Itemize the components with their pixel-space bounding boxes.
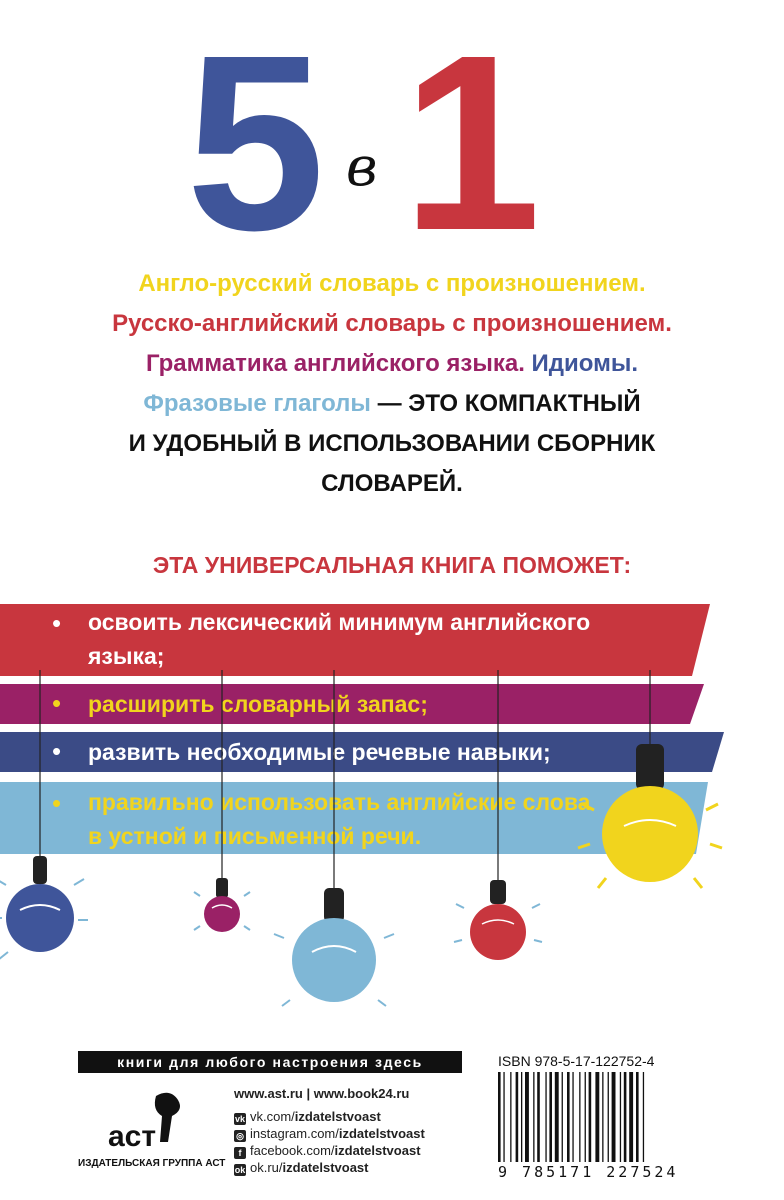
barcode-bar xyxy=(537,1072,540,1162)
barcode-bar xyxy=(533,1072,534,1162)
social-instagram[interactable] xyxy=(234,1126,425,1142)
light-bulb-icon xyxy=(454,670,542,960)
light-bulb-icon xyxy=(578,670,722,888)
social-prefix: facebook.com/ xyxy=(250,1143,335,1158)
benefit-text: расширить словарный запас; xyxy=(88,691,428,717)
intro-line-4 xyxy=(0,384,784,424)
barcode-digits: 9 785171 227524 xyxy=(498,1163,679,1181)
intro-line-1: Англо-русский словарь с произношением. xyxy=(138,270,646,297)
barcode-bar xyxy=(549,1072,552,1162)
barcode-bar xyxy=(620,1072,621,1162)
barcode-bar xyxy=(510,1072,511,1162)
ast-logo-icon xyxy=(104,1088,194,1150)
barcode-bar xyxy=(498,1072,501,1162)
social-handle: izdatelstvoast xyxy=(282,1160,369,1175)
benefit-text-cont: в устной и письменной речи. xyxy=(88,823,422,849)
title-number-1: 1 xyxy=(402,3,536,282)
social-handle: izdatelstvoast xyxy=(334,1143,421,1158)
social-prefix: vk.com/ xyxy=(250,1109,295,1124)
benefit-item-1 xyxy=(0,604,784,676)
barcode-bar xyxy=(643,1072,644,1162)
intro-phrasal-verbs: Фразовые глаголы xyxy=(143,390,371,417)
light-bulb-icon xyxy=(274,670,394,1006)
social-prefix: ok.ru/ xyxy=(250,1160,283,1175)
intro-line-2: Русско-английский словарь с произношением. xyxy=(112,310,672,337)
barcode-bar xyxy=(555,1072,559,1162)
social-facebook[interactable] xyxy=(234,1143,421,1159)
barcode-bar xyxy=(589,1072,592,1162)
barcode-bar xyxy=(602,1072,603,1162)
intro-line-6: СЛОВАРЕЙ. xyxy=(321,470,463,497)
social-ok[interactable] xyxy=(234,1160,369,1176)
barcode xyxy=(498,1072,648,1162)
benefit-text: освоить лексический минимум английского xyxy=(88,609,591,635)
title-number-5: 5 xyxy=(186,3,320,282)
barcode-bar xyxy=(624,1072,627,1162)
benefit-text: правильно использовать английские слова xyxy=(88,789,591,815)
intro-grammar: Грамматика английского языка. xyxy=(145,350,525,377)
facebook-icon: f xyxy=(234,1147,246,1159)
bullet: • xyxy=(52,788,62,818)
light-bulbs xyxy=(0,670,784,1010)
publisher-name: ИЗДАТЕЛЬСКАЯ ГРУППА АСТ xyxy=(78,1158,226,1169)
intro-line-5: И УДОБНЫЙ В ИСПОЛЬЗОВАНИИ СБОРНИК xyxy=(128,430,656,457)
barcode-bar xyxy=(579,1072,580,1162)
barcode-bar xyxy=(629,1072,633,1162)
intro-text xyxy=(0,264,784,504)
benefit-text-cont: языка; xyxy=(88,643,165,669)
barcode-bar xyxy=(503,1072,504,1162)
isbn: ISBN 978-5-17-122752-4 xyxy=(498,1053,655,1069)
barcode-bar xyxy=(562,1072,563,1162)
ok-icon: ok xyxy=(234,1165,246,1175)
barcode-bar xyxy=(636,1072,639,1162)
intro-idioms: Идиомы. xyxy=(531,350,639,377)
social-handle: izdatelstvoast xyxy=(294,1109,381,1124)
instagram-icon: ◎ xyxy=(234,1130,246,1142)
bullet: • xyxy=(52,736,62,766)
intro-line-3 xyxy=(0,344,784,384)
barcode-bar xyxy=(521,1072,522,1162)
social-vk[interactable] xyxy=(234,1109,381,1125)
vk-icon: vk xyxy=(234,1114,245,1124)
websites[interactable]: www.ast.ru | www.book24.ru xyxy=(234,1086,410,1101)
bullet: • xyxy=(52,608,62,638)
barcode-bar xyxy=(595,1072,599,1162)
slogan-bar: книги для любого настроения здесь xyxy=(78,1051,462,1073)
benefit-text: развить необходимые речевые навыки; xyxy=(88,739,551,765)
title-word-v: в xyxy=(346,135,378,198)
barcode-bar xyxy=(572,1072,573,1162)
barcode-bar xyxy=(567,1072,570,1162)
barcode-bar xyxy=(612,1072,616,1162)
intro-compact: — ЭТО КОМПАКТНЫЙ xyxy=(370,390,641,417)
benefits-heading: ЭТА УНИВЕРСАЛЬНАЯ КНИГА ПОМОЖЕТ: xyxy=(152,552,632,578)
barcode-bar xyxy=(608,1072,609,1162)
social-handle: izdatelstvoast xyxy=(338,1126,425,1141)
light-bulb-icon xyxy=(0,670,88,960)
social-prefix: instagram.com/ xyxy=(250,1126,339,1141)
bullet: • xyxy=(52,688,62,718)
barcode-bar xyxy=(525,1072,529,1162)
light-bulb-icon xyxy=(194,670,250,932)
barcode-bar xyxy=(516,1072,519,1162)
logo-lettering: аст xyxy=(108,1120,157,1150)
barcode-bar xyxy=(545,1072,546,1162)
barcode-bar xyxy=(585,1072,586,1162)
